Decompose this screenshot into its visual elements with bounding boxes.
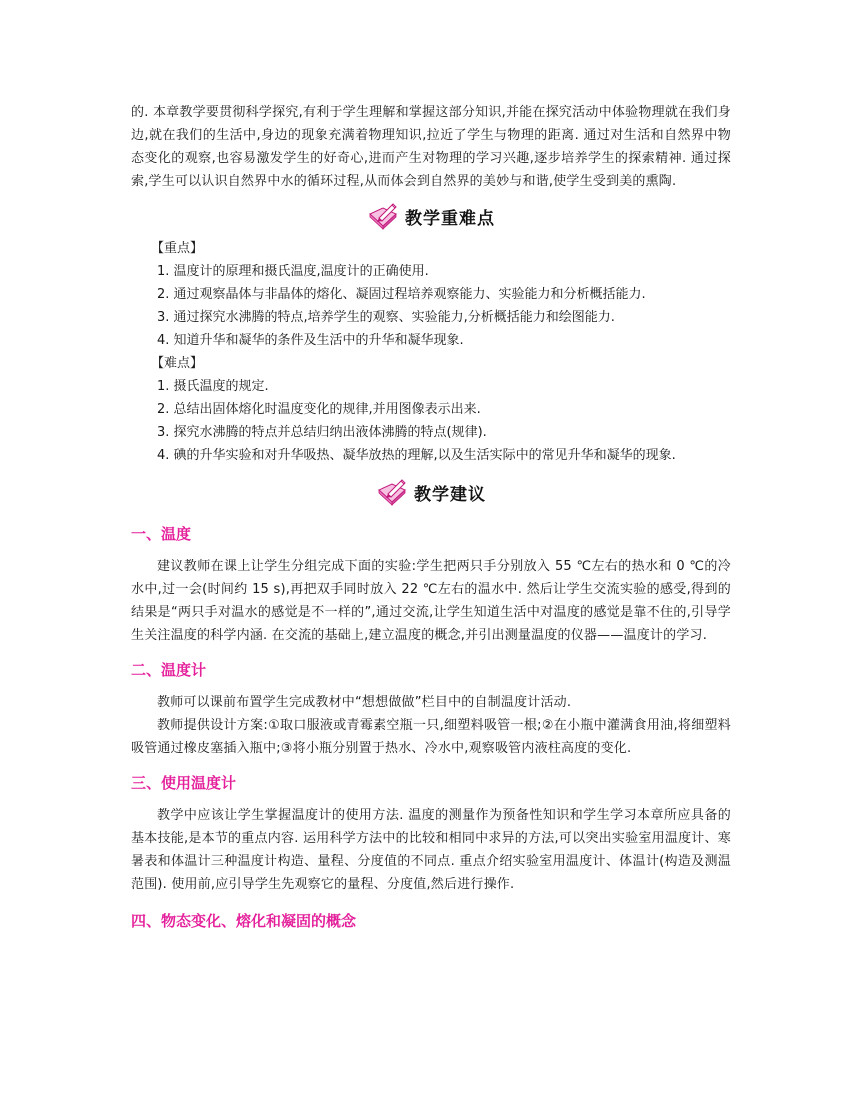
paragraph: 教师可以课前布置学生完成教材中“想想做做”栏目中的自制温度计活动.	[157, 695, 572, 710]
section-header-difficulty	[131, 199, 731, 233]
heading-state-change: 四、物态变化、熔化和凝固的概念	[131, 912, 357, 930]
section-title: 教学建议	[414, 484, 486, 505]
heading-temperature: 一、温度	[131, 525, 192, 543]
key-points-list	[131, 237, 731, 467]
section-header-suggestions	[131, 475, 731, 509]
list-item: 4. 碘的升华实验和对升华吸热、凝华放热的理解,以及生活实际中的常见升华和凝华的现象.	[157, 448, 676, 463]
paragraph: 教师提供设计方案:①取口服液或青霉素空瓶一只,细塑料吸管一根;②在小瓶中灌满食用油,将细塑料吸管通过橡皮塞插入瓶中;③将小瓶分别置于热水、冷水中,观察吸管内液柱高度的变化.	[131, 718, 731, 756]
section-title: 教学重难点	[405, 208, 495, 229]
paragraph: 建议教师在课上让学生分组完成下面的实验:学生把两只手分别放入 55 ℃左右的热水和 0 ℃的冷水中,过一会(时间约 15 s),再把双手同时放入 22 ℃左右的温水中. 然后让学生交流实验的感受,得到的结果是“两只手对温水的感觉是不一样的”,通过交流,让学生知道生活中对温度的感觉是靠不住的,引导学生关注温度的科学内涵. 在交流的基础上,建立温度的概念,并引出测量温度的仪器——温度计的学习.	[131, 559, 731, 643]
pencil-paper-icon	[376, 478, 408, 506]
list-item: 1. 摄氏温度的规定.	[157, 379, 269, 394]
list-item: 4. 知道升华和凝华的条件及生活中的升华和凝华现象.	[157, 333, 464, 348]
difficulty-label: 【难点】	[151, 356, 204, 371]
list-item: 2. 通过观察晶体与非晶体的熔化、凝固过程培养观察能力、实验能力和分析概括能力.	[157, 287, 646, 302]
intro-paragraph: 的. 本章教学要贯彻科学探究,有利于学生理解和掌握这部分知识,并能在探究活动中体验物理就在我们身边,就在我们的生活中,身边的现象充满着物理知识,拉近了学生与物理的距离. 通过对生活和自然界中物态变化的观察,也容易激发学生的好奇心,进而产生对物理的学习兴趣,逐步培养学生的探索精神. 通过探索,学生可以认识自然界中水的循环过程,从而体会到自然界的美妙与和谐,使学生受到美的熏陶.	[131, 105, 731, 189]
list-item: 1. 温度计的原理和摄氏温度,温度计的正确使用.	[157, 264, 429, 279]
list-item: 3. 探究水沸腾的特点并总结归纳出液体沸腾的特点(规律).	[157, 425, 487, 440]
heading-using-thermometer: 三、使用温度计	[131, 774, 237, 792]
list-item: 3. 通过探究水沸腾的特点,培养学生的观察、实验能力,分析概括能力和绘图能力.	[157, 310, 615, 325]
document-page	[131, 101, 731, 942]
pencil-paper-icon	[367, 202, 399, 230]
paragraph: 教学中应该让学生掌握温度计的使用方法. 温度的测量作为预备性知识和学生学习本章所应具备的基本技能,是本节的重点内容. 运用科学方法中的比较和相同中求异的方法,可以突出实验室用温度计、寒暑表和体温计三种温度计构造、量程、分度值的不同点. 重点介绍实验室用温度计、体温计(构造及测温范围). 使用前,应引导学生先观察它的量程、分度值,然后进行操作.	[131, 808, 731, 892]
list-item: 2. 总结出固体熔化时温度变化的规律,并用图像表示出来.	[157, 402, 481, 417]
key-label: 【重点】	[151, 241, 204, 256]
heading-thermometer: 二、温度计	[131, 661, 207, 679]
